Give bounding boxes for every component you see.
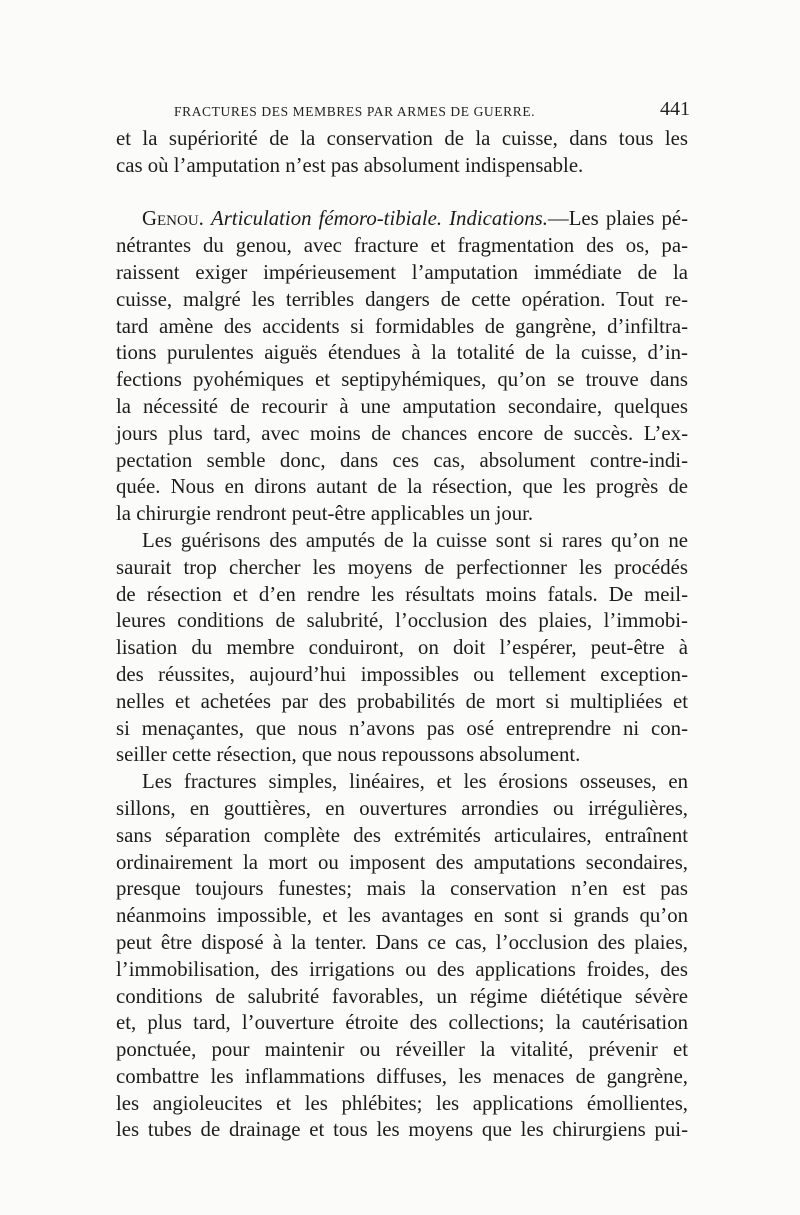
text-line: Les fractures simples, linéaires, et les érosions osseuses, en — [142, 770, 688, 794]
text-line: l’immobilisation, des irrigations ou des applications froides, des — [116, 957, 688, 981]
running-title: FRACTURES DES MEMBRES PAR ARMES DE GUERRE. — [174, 104, 536, 119]
text-line: la chirurgie rendront peut-être applicables un jour. — [116, 502, 534, 526]
text-line: et la supériorité de la conservation de la cuisse, dans tous les — [116, 127, 688, 150]
text-line: les angioleucites et les phlébites; les applications émollientes, — [116, 1091, 688, 1115]
section-heading-line — [116, 206, 688, 233]
text-line: si menaçantes, que nous n’avons pas osé entreprendre ni con- — [116, 716, 688, 740]
text-line: de résection et d’en rendre les résultats moins fatals. De meil- — [116, 582, 688, 606]
text-line: les tubes de drainage et tous les moyens que les chirurgiens pui- — [116, 1118, 688, 1142]
text-line: ordinairement la mort ou imposent des amputations secondaires, — [116, 850, 688, 874]
section-title: Genou. — [142, 207, 204, 231]
text-line: Les plaies pé- — [568, 207, 688, 231]
text-line: ponctuée, pour maintenir ou réveiller la vitalité, prévenir et — [116, 1038, 688, 1062]
text-line: pectation semble donc, dans ces cas, absolument contre-indi- — [116, 448, 688, 472]
running-head — [160, 98, 690, 122]
text-line: jours plus tard, avec moins de chances encore de succès. L’ex- — [116, 421, 688, 445]
text-line: combattre les inflammations diffuses, les menaces de gangrène, — [116, 1064, 688, 1088]
section-subtitle: Articulation fémoro-tibiale. Indications. — [211, 207, 548, 231]
text-line: conditions de salubrité favorables, un régime diététique sévère — [116, 984, 688, 1008]
text-line: leures conditions de salubrité, l’occlusion des plaies, l’immobi- — [116, 609, 688, 633]
page-number: 441 — [660, 98, 690, 120]
text-line: la nécessité de recourir à une amputation secondaire, quelques — [116, 394, 688, 418]
text-line: lisation du membre conduiront, on doit l’espérer, peut-être à — [116, 636, 688, 660]
text-line: sillons, en gouttières, en ouvertures arrondies ou irrégulières, — [116, 796, 688, 820]
text-line: sans séparation complète des extrémités articulaires, entraînent — [116, 823, 688, 847]
text-line: peut être disposé à la tenter. Dans ce cas, l’occlusion des plaies, — [116, 930, 688, 954]
text-line: fections pyohémiques et septipyhémiques, qu’on se trouve dans — [116, 368, 688, 392]
heading-dash: — — [547, 207, 569, 231]
text-line: Les guérisons des amputés de la cuisse sont si rares qu’on ne — [142, 528, 688, 552]
text-line: saurait trop chercher les moyens de perfectionner les procédés — [116, 555, 688, 579]
text-line: raissent exiger impérieusement l’amputation immédiate de la — [116, 260, 688, 284]
text-line: tard amène des accidents si formidables de gangrène, d’infiltra- — [116, 314, 688, 338]
text-line: cuisse, malgré les terribles dangers de cette opération. Tout re- — [116, 287, 688, 311]
body-text — [116, 126, 688, 1144]
text-line: seiller cette résection, que nous repoussons absolument. — [116, 743, 581, 767]
text-line: nétrantes du genou, avec fracture et fragmentation des os, pa- — [116, 234, 688, 258]
text-line: cas où l’amputation n’est pas absolument indispensable. — [116, 153, 584, 177]
text-line: quée. Nous en dirons autant de la résection, que les progrès de — [116, 475, 688, 499]
text-line: et, plus tard, l’ouverture étroite des collections; la cautérisation — [116, 1011, 688, 1035]
text-line: presque toujours funestes; mais la conservation n’en est pas — [116, 877, 688, 901]
text-line: des réussites, aujourd’hui impossibles ou tellement exception- — [116, 662, 688, 686]
text-line: tions purulentes aiguës étendues à la totalité de la cuisse, d’in- — [116, 341, 688, 365]
text-line: nelles et achetées par des probabilités de mort si multipliées et — [116, 689, 688, 713]
text-line: néanmoins impossible, et les avantages en sont si grands qu’on — [116, 904, 688, 928]
